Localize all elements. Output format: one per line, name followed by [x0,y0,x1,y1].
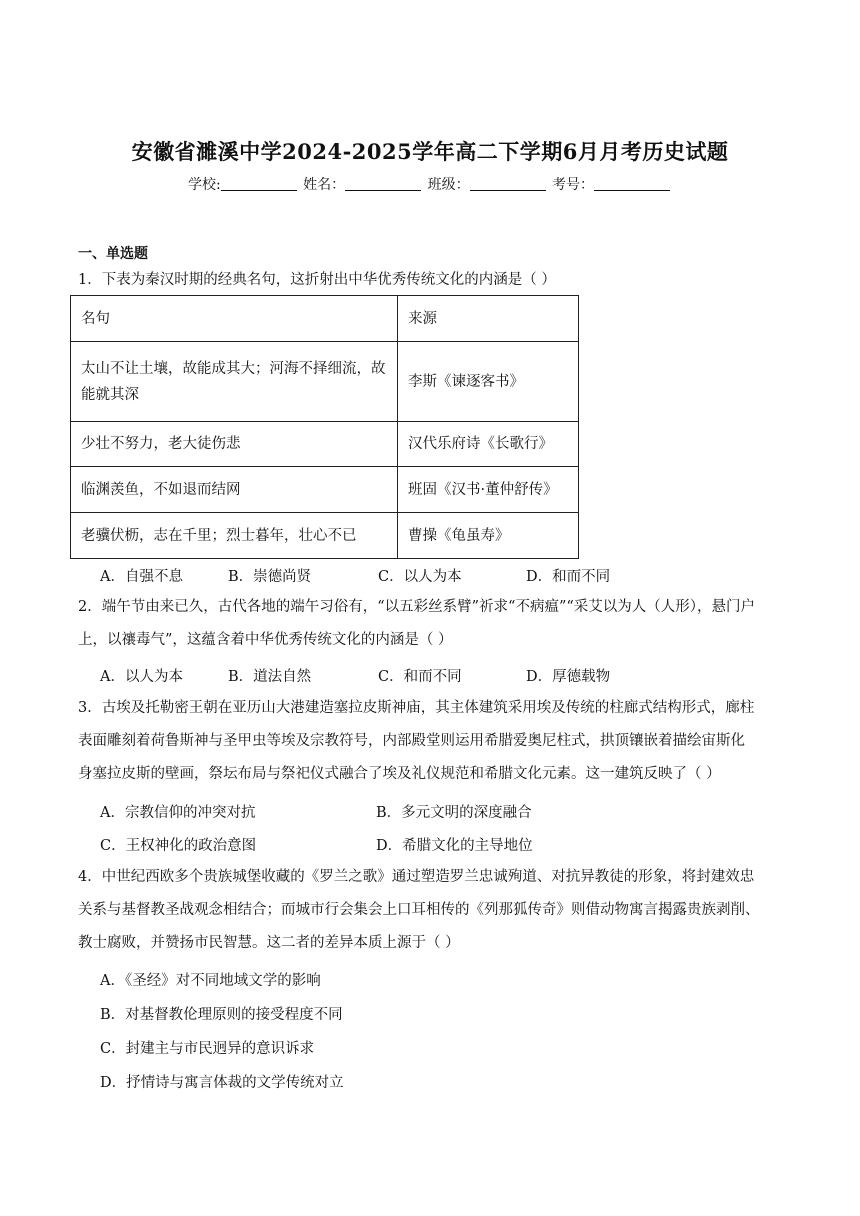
option-d[interactable]: D．和而不同 [526,569,611,585]
table-row [71,422,579,467]
question-2-line: 上，以禳毒气”，这蕴含着中华优秀传统文化的内涵是（ ） [78,632,453,648]
option-b[interactable]: B．多元文明的深度融合 [376,805,532,821]
table-header-cell: 来源 [398,296,579,342]
question-3-options-row-1 [100,803,532,823]
option-b[interactable]: B．崇德尚贤 [228,569,312,585]
option-c[interactable]: C．封建主与市民迥异的意识诉求 [100,1041,315,1057]
option-a[interactable]: A．自强不息 [100,569,183,585]
name-label: 姓名： [303,177,346,193]
table-cell: 太山不让土壤，故能成其大；河海不择细流，故能就其深 [71,342,398,422]
table-row [71,467,579,513]
name-blank [345,176,421,191]
question-4-line: 教士腐败，并赞扬市民智慧。这二者的差异本质上源于（ ） [78,935,460,951]
question-3-options-row-2 [100,836,533,856]
table-cell: 汉代乐府诗《长歌行》 [398,422,579,467]
question-2-stem [78,591,790,657]
question-3-stem [78,692,790,791]
option-b[interactable]: B．道法自然 [228,669,312,685]
question-1-options [100,567,610,587]
student-info-line [0,174,860,194]
option-d[interactable]: D．希腊文化的主导地位 [376,838,533,854]
question-4-stem [78,861,790,960]
table-row [71,513,579,559]
exam-number-blank [594,176,670,191]
option-a[interactable]: A．宗教信仰的冲突对抗 [100,805,256,821]
table-cell: 临渊羡鱼，不如退而结网 [71,467,398,513]
question-2-line: 2．端午节由来已久，古代各地的端午习俗有，“以五彩丝系臂”祈求“不病瘟”“采艾以为人（人形），悬门户 [78,599,756,615]
option-a[interactable]: A．以人为本 [100,669,183,685]
question-1-stem: 1．下表为秦汉时期的经典名句，这折射出中华优秀传统文化的内涵是（ ） [78,272,556,288]
option-a[interactable]: A．《圣经》对不同地域文学的影响 [100,973,321,989]
option-c[interactable]: C．王权神化的政治意图 [100,838,257,854]
exam-number-label: 考号： [552,177,595,193]
option-c[interactable]: C．和而不同 [378,669,462,685]
question-4-line: 4．中世纪西欧多个贵族城堡收藏的《罗兰之歌》通过塑造罗兰忠诚殉道、对抗异教徒的形象，将封建效忠 [78,869,755,885]
section-heading: 一、单选题 [78,246,148,262]
question-1-table [70,295,579,559]
question-2-options [100,667,610,687]
option-c[interactable]: C．以人为本 [378,569,462,585]
question-3-line: 表面雕刻着荷鲁斯神与圣甲虫等埃及宗教符号，内部殿堂则运用希腊爱奥尼柱式，拱顶镶嵌着描绘宙斯化 [78,733,745,749]
option-d[interactable]: D．厚德载物 [526,669,611,685]
page-title: 安徽省濉溪中学2024-2025学年高二下学期6月月考历史试题 [131,139,729,164]
table-row [71,342,579,422]
question-3-line: 身塞拉皮斯的壁画，祭坛布局与祭祀仪式融合了埃及礼仪规范和希腊文化元素。这一建筑反映了（ ） [78,766,721,782]
table-header-cell: 名句 [71,296,398,342]
table-cell: 少壮不努力，老大徒伤悲 [71,422,398,467]
question-4-line: 关系与基督教圣战观念相结合；而城市行会集会上口耳相传的《列那狐传奇》则借动物寓言揭露贵族剥削、 [78,902,760,918]
class-blank [470,176,546,191]
school-label: 学校: [187,177,221,193]
option-b[interactable]: B．对基督教伦理原则的接受程度不同 [100,1007,343,1023]
table-cell: 曹操《龟虽寿》 [398,513,579,559]
option-d[interactable]: D．抒情诗与寓言体裁的文学传统对立 [100,1075,344,1091]
question-3-line: 3．古埃及托勒密王朝在亚历山大港建造塞拉皮斯神庙，其主体建筑采用埃及传统的柱廊式结构形式，廊柱 [78,700,755,716]
table-cell: 李斯《谏逐客书》 [398,342,579,422]
class-label: 班级： [427,177,470,193]
table-cell: 老骥伏枥，志在千里；烈士暮年，壮心不已 [71,513,398,559]
table-header-row [71,296,579,342]
school-blank [221,176,297,191]
table-cell: 班固《汉书·董仲舒传》 [398,467,579,513]
